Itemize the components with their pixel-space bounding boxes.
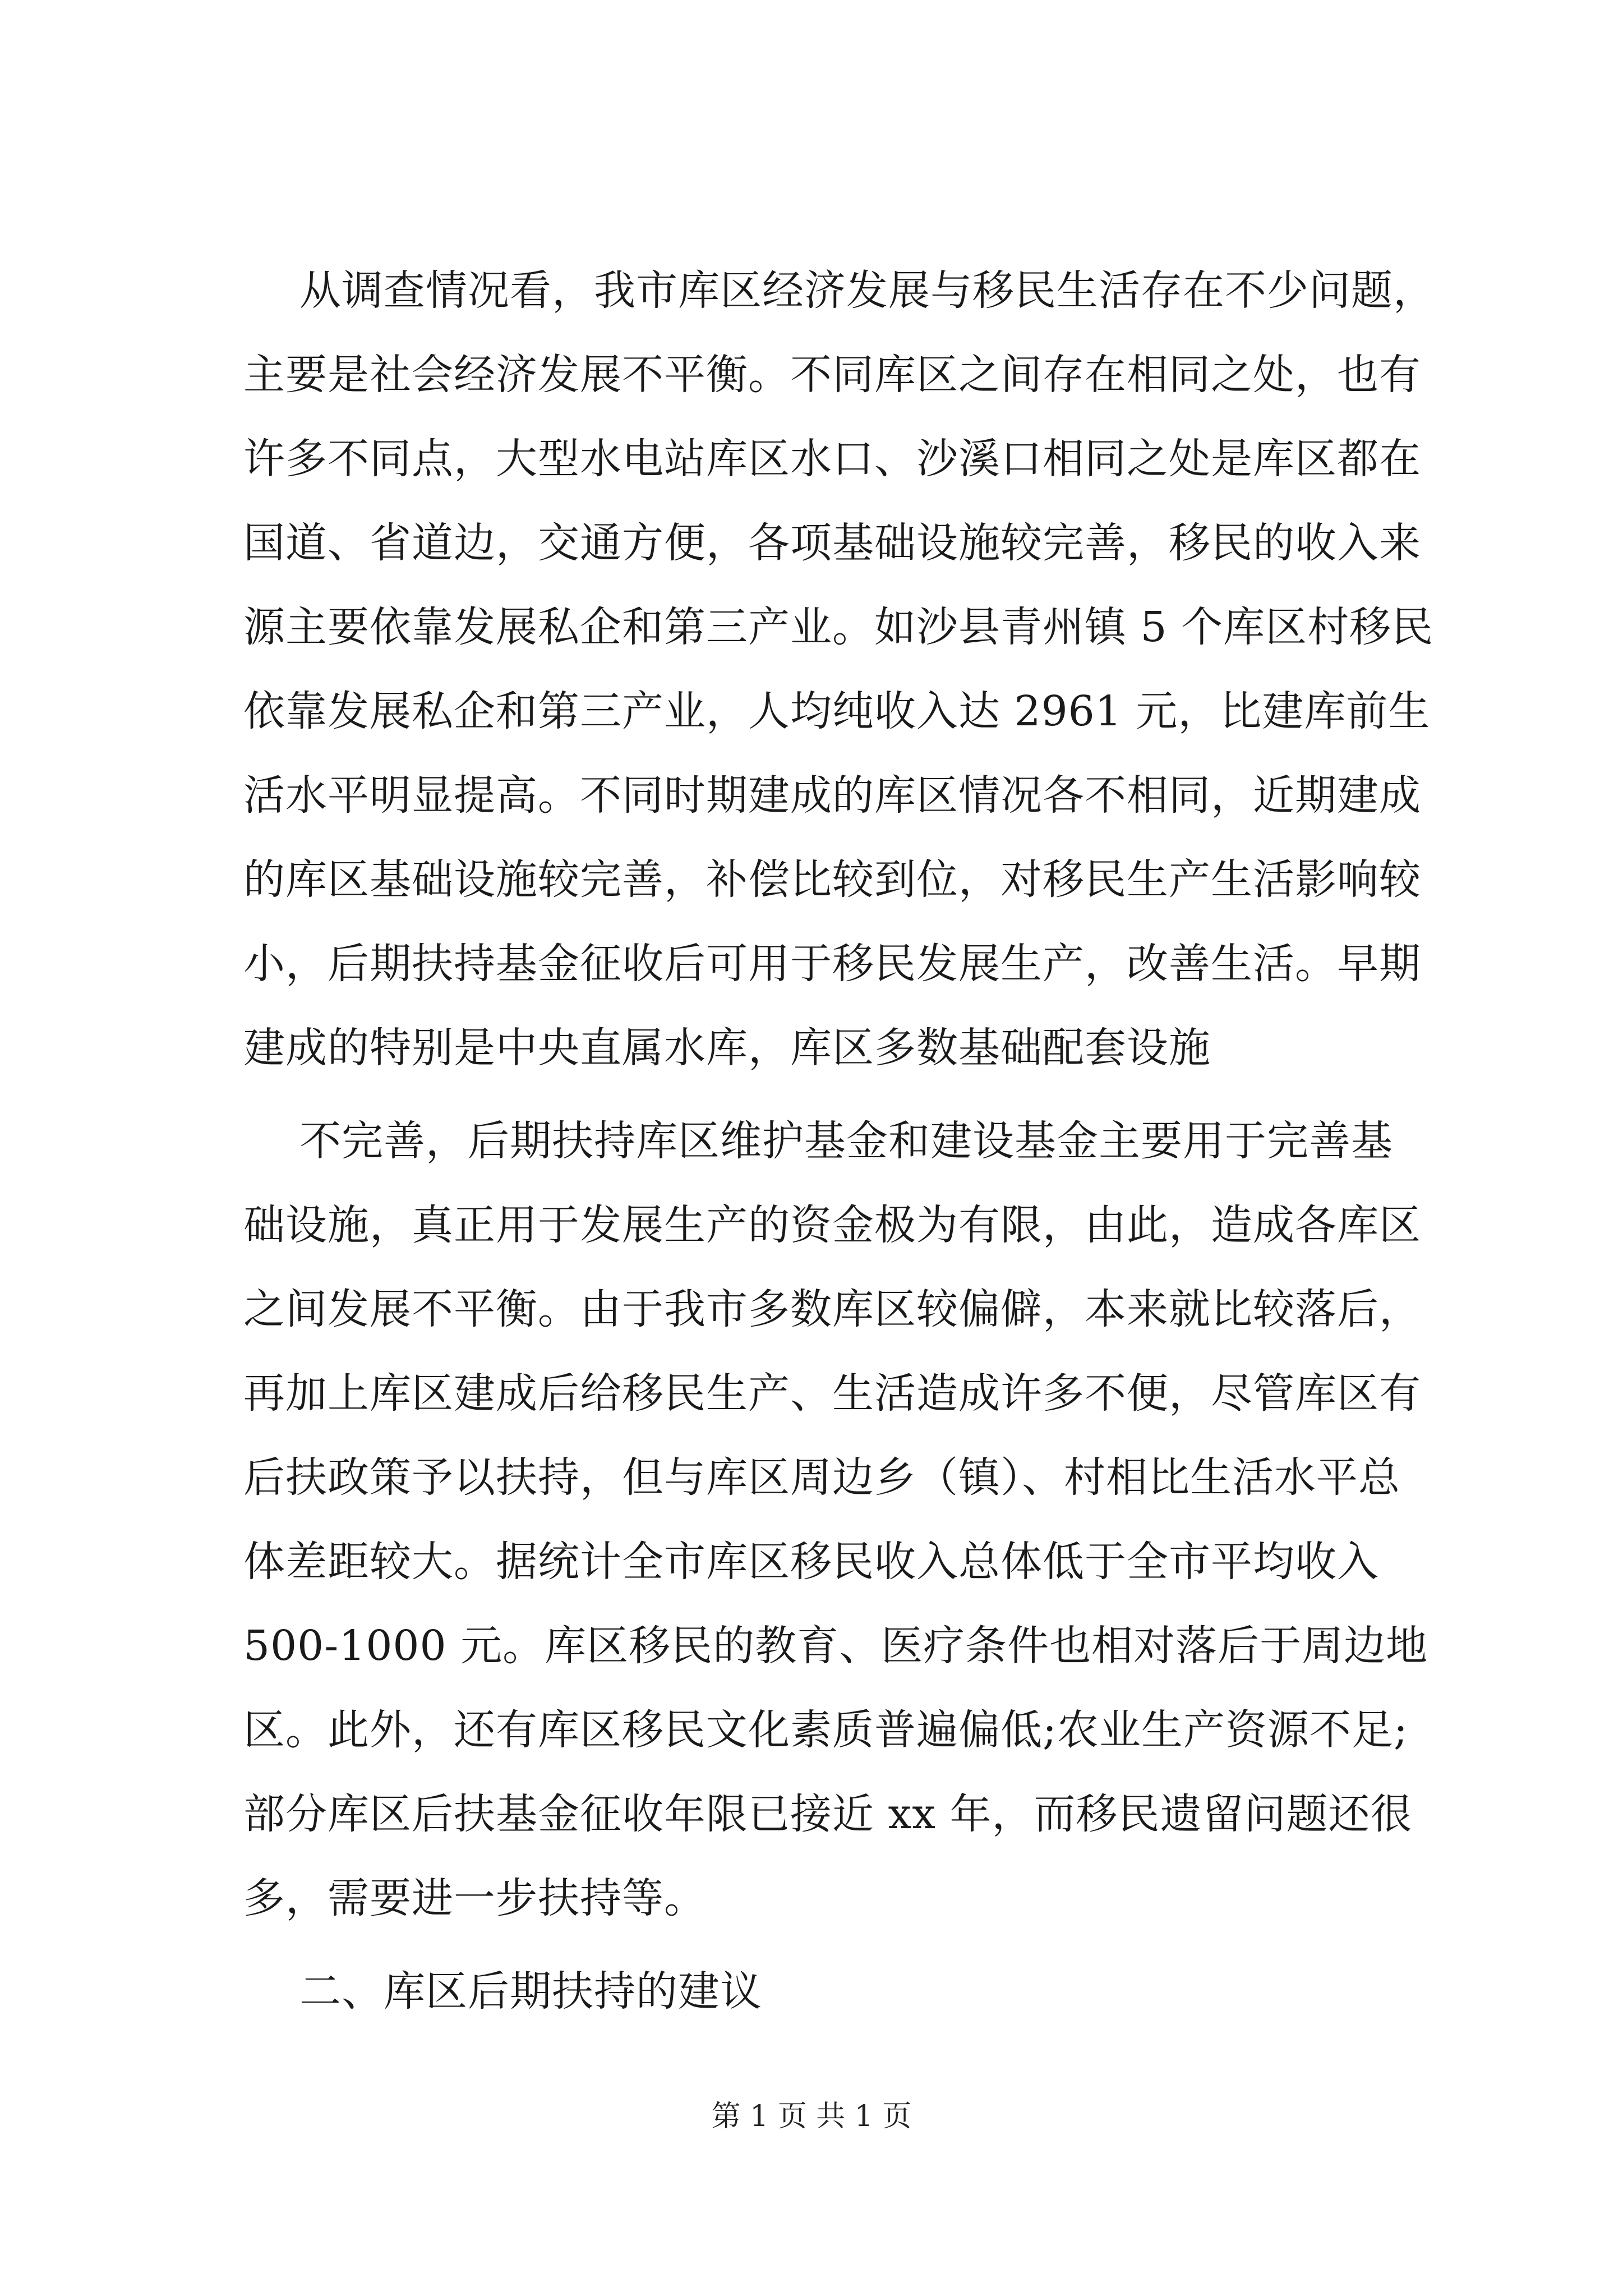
paragraph-2-line-2: 础设施，真正用于发展生产的资金极为有限，由此，造成各库区	[243, 1201, 1421, 1249]
paragraph-2-line-8: 区。此外，还有库区移民文化素质普遍偏低;农业生产资源不足;	[243, 1706, 1408, 1754]
paragraph-1-line-1: 从调查情况看，我市库区经济发展与移民生活存在不少问题，	[299, 266, 1435, 315]
section-heading: 二、库区后期扶持的建议	[299, 1967, 762, 2016]
paragraph-2-line-1: 不完善，后期扶持库区维护基金和建设基金主要用于完善基	[299, 1117, 1393, 1165]
paragraph-1-line-2: 主要是社会经济发展不平衡。不同库区之间存在相同之处，也有	[243, 351, 1421, 399]
paragraph-2-line-10: 多，需要进一步扶持等。	[243, 1874, 706, 1922]
paragraph-1-line-6: 依靠发展私企和第三产业，人均纯收入达 2961 元，比建库前生	[243, 687, 1431, 735]
paragraph-2-line-4: 再加上库区建成后给移民生产、生活造成许多不便，尽管库区有	[243, 1369, 1421, 1418]
paragraph-1-line-7: 活水平明显提高。不同时期建成的库区情况各不相同，近期建成	[243, 771, 1421, 820]
paragraph-1-line-8: 的库区基础设施较完善，补偿比较到位，对移民生产生活影响较	[243, 855, 1421, 904]
paragraph-2-line-3: 之间发展不平衡。由于我市多数库区较偏僻，本来就比较落后，	[243, 1285, 1421, 1333]
paragraph-2-line-6: 体差距较大。据统计全市库区移民收入总体低于全市平均收入	[243, 1538, 1379, 1586]
paragraph-1-line-10: 建成的特别是中央直属水库，库区多数基础配套设施	[243, 1024, 1211, 1072]
paragraph-1-line-4: 国道、省道边，交通方便，各项基础设施较完善，移民的收入来	[243, 519, 1421, 567]
paragraph-1-line-5: 源主要依靠发展私企和第三产业。如沙县青州镇 5 个库区村移民	[243, 603, 1434, 651]
page-footer: 第 1 页 共 1 页	[711, 2100, 912, 2133]
paragraph-1-line-3: 许多不同点，大型水电站库区水口、沙溪口相同之处是库区都在	[243, 435, 1421, 483]
paragraph-1-line-9: 小，后期扶持基金征收后可用于移民发展生产，改善生活。早期	[243, 940, 1421, 988]
paragraph-2-line-7: 500-1000 元。库区移民的教育、医疗条件也相对落后于周边地	[243, 1622, 1428, 1670]
paragraph-2-line-9: 部分库区后扶基金征收年限已接近 xx 年，而移民遗留问题还很	[243, 1790, 1413, 1838]
paragraph-2-line-5: 后扶政策予以扶持，但与库区周边乡（镇）、村相比生活水平总	[243, 1453, 1400, 1502]
